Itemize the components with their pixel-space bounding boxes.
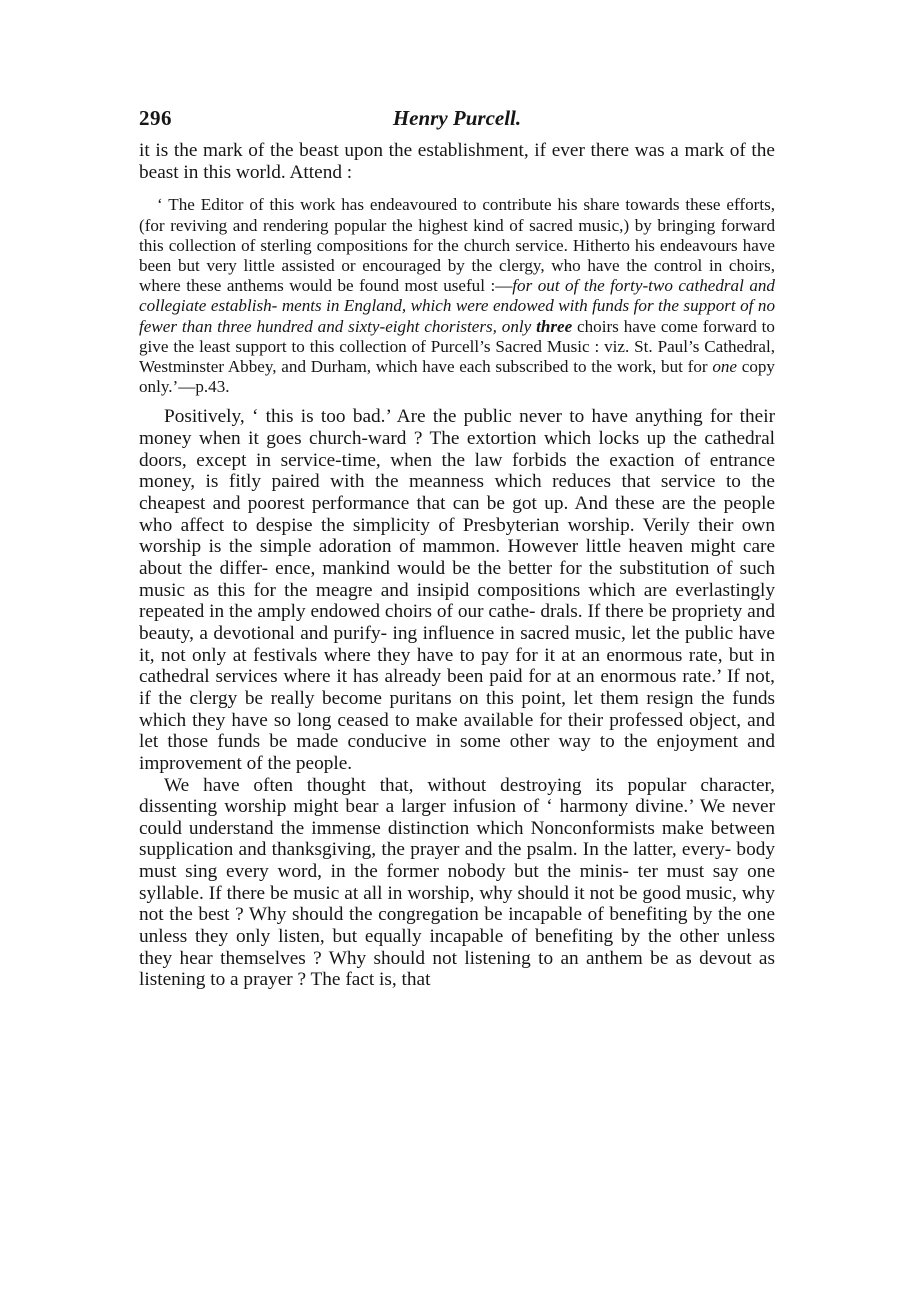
block-quote [139, 195, 775, 397]
body-text [139, 140, 775, 991]
page-header [139, 106, 775, 134]
quote-text-4: choirs have come forward to give the least support to this collection of Purcell’s Sacred Music : viz. St. Paul’s Cathedral, Westminster Abbey, and Durham, which have each subscribed to the work, but for [139, 316, 775, 376]
page-number: 296 [139, 106, 172, 130]
quote-emphasis-one: one [712, 356, 737, 376]
running-title: Henry Purcell. [392, 106, 522, 130]
quote-text-2: for out of the forty-two cathedral and collegiate establish- ments in England, which were endowed with funds for the support of no fewer than three hundred and sixty-eight choristers, only [139, 276, 775, 336]
quote-emphasis-three: three [536, 316, 573, 336]
quote-paragraph [139, 195, 775, 397]
quote-text-1: ‘ The Editor of this work has endeavoured to contribute his share towards these efforts, (for reviving and rendering popular the highest kind of sacred music,) by bringing forward this collection of sterling compositions for the church service. Hitherto his endeavours have been but very little assisted or encouraged by the clergy, who have the control in choirs, where these anthems would be found most useful :— [139, 195, 775, 296]
quote-text-6: copy only.’—p.43. [139, 356, 775, 397]
paragraph-continuation: it is the mark of the beast upon the establishment, if ever there was a mark of the beast in this world. Attend : [139, 140, 775, 183]
paragraph-positively: Positively, ‘ this is too bad.’ Are the public never to have anything for their money when it goes church-ward ? The extortion which locks up the cathedral doors, except in service-time, when the law forbids the exaction of entrance money, is fitly paired with the meanness which reduces that service to the cheapest and poorest performance that can be got up. And these are the people who affect to despise the simplicity of Presbyterian worship. Verily their own worship is the simple adoration of mammon. However little heaven might care about the differ- ence, mankind would be the better for the substitution of such music as this for the meagre and insipid compositions which are everlastingly repeated in the amply endowed choirs of our cathe- drals. If there be propriety and beauty, a devotional and purify- ing influence in sacred music, let the public have it, not only at festivals where they have to pay for it at an enormous rate, but in cathedral services where it has already been paid for at an enormous rate.’ If not, if the clergy be really become puritans on this point, let them resign the funds which they have so long ceased to make available for their professed object, and let those funds be made conducive in some other way to the enjoyment and improvement of the people. [139, 406, 775, 774]
paragraph-we-have-often: We have often thought that, without destroying its popular character, dissenting worship might bear a larger infusion of ‘ harmony divine.’ We never could understand the immense distinction which Nonconformists make between supplication and thanksgiving, the prayer and the psalm. In the latter, every- body must sing every word, in the former nobody but the minis- ter must say one syllable. If there be music at all in worship, why should it not be good music, why not the best ? Why should the congregation be incapable of benefiting by the one unless they only listen, but equally incapable of benefiting by the other unless they hear themselves ? Why should not listening to an anthem be as devout as listening to a prayer ? The fact is, that [139, 774, 775, 991]
